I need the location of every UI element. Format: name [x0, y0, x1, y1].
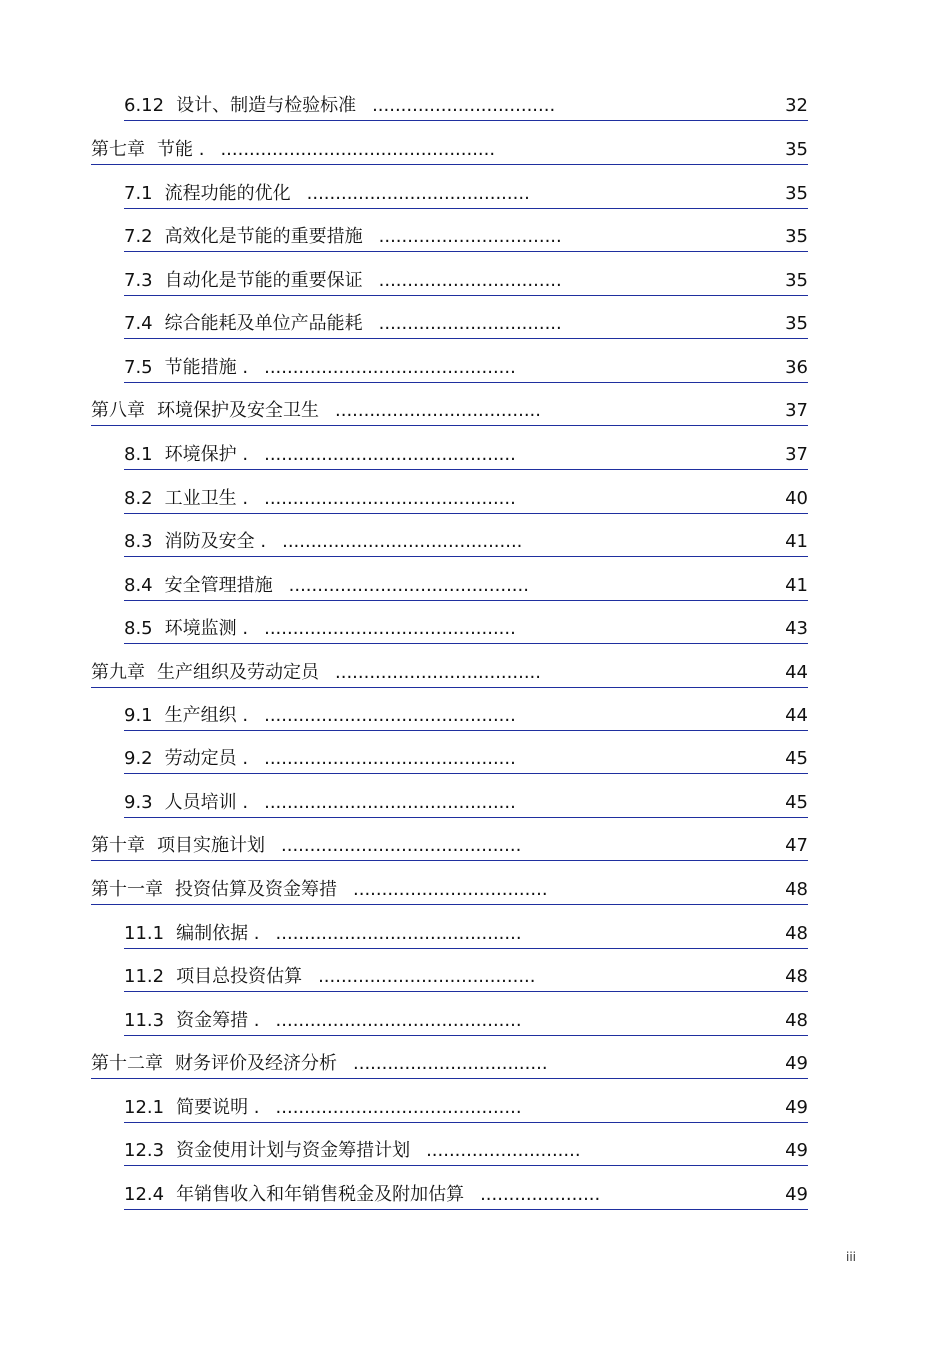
page-number: 37	[785, 444, 808, 465]
chapter-title: 财务评价及经济分析	[175, 1053, 337, 1074]
page-number: 45	[785, 792, 808, 813]
section-number: 6.12	[124, 95, 165, 116]
leader-dots: ................................	[372, 95, 556, 116]
section-title: 工业卫生 .	[164, 488, 249, 509]
toc-entry[interactable]	[124, 223, 808, 252]
section-number: 7.1	[124, 183, 153, 204]
toc-entry[interactable]	[91, 397, 808, 426]
section-number: 11.1	[124, 923, 165, 944]
section-number: 7.2	[124, 226, 153, 247]
section-number: 8.5	[124, 618, 153, 639]
section-title: 设计、制造与检验标准	[176, 95, 357, 116]
chapter-number: 第十二章	[91, 1053, 163, 1074]
leader-dots: ................................	[378, 226, 562, 247]
toc-entry[interactable]	[124, 354, 808, 383]
page-number: 48	[785, 966, 808, 987]
toc-entry[interactable]	[124, 572, 808, 601]
toc-entry[interactable]	[91, 1050, 808, 1079]
section-title: 资金使用计划与资金筹措计划	[176, 1140, 411, 1161]
leader-dots: ............................................	[264, 488, 516, 509]
page-number: 36	[785, 357, 808, 378]
page-number: 35	[785, 270, 808, 291]
toc-entry[interactable]	[124, 963, 808, 992]
page-number: 48	[785, 1010, 808, 1031]
toc-entry[interactable]	[124, 615, 808, 644]
section-title: 资金筹措 .	[176, 1010, 260, 1031]
section-number: 7.3	[124, 270, 153, 291]
toc-entry[interactable]	[91, 876, 808, 905]
page-number: 49	[785, 1097, 808, 1118]
toc-entry[interactable]	[124, 485, 808, 514]
leader-dots: ................................................	[220, 139, 496, 160]
page-number: 35	[785, 183, 808, 204]
toc-entry[interactable]	[124, 92, 808, 121]
leader-dots: ..................................	[353, 879, 548, 900]
leader-dots: ..........................................	[281, 835, 522, 856]
section-number: 11.3	[124, 1010, 165, 1031]
page-number: 41	[785, 531, 808, 552]
chapter-number: 第九章	[91, 662, 145, 683]
section-number: 8.1	[124, 444, 153, 465]
page-number: 45	[785, 748, 808, 769]
toc-entry[interactable]	[124, 745, 808, 774]
page-number: 49	[785, 1184, 808, 1205]
section-title: 编制依据 .	[176, 923, 260, 944]
section-title: 环境保护 .	[164, 444, 249, 465]
toc-entry[interactable]	[124, 920, 808, 949]
page-number: 44	[785, 705, 808, 726]
leader-dots: .......................................	[306, 183, 530, 204]
toc-entry[interactable]	[91, 832, 808, 861]
section-title: 生产组织 .	[164, 705, 249, 726]
chapter-number: 第十一章	[91, 879, 163, 900]
leader-dots: ................................	[378, 270, 562, 291]
toc-entry[interactable]	[91, 136, 808, 165]
leader-dots: ............................................	[264, 792, 516, 813]
section-number: 12.4	[124, 1184, 165, 1205]
section-title: 劳动定员 .	[164, 748, 249, 769]
section-title: 简要说明 .	[176, 1097, 260, 1118]
toc-entry[interactable]	[124, 267, 808, 296]
page-number: 40	[785, 488, 808, 509]
section-number: 11.2	[124, 966, 165, 987]
chapter-number: 第七章	[91, 139, 145, 160]
leader-dots: ................................	[378, 313, 562, 334]
chapter-title: 节能 .	[157, 139, 205, 160]
leader-dots: ...........................................	[275, 923, 522, 944]
section-number: 8.2	[124, 488, 153, 509]
leader-dots: ...........................................	[275, 1010, 522, 1031]
section-title: 高效化是节能的重要措施	[164, 226, 363, 247]
leader-dots: ..........................................	[288, 575, 529, 596]
page-number: 35	[785, 313, 808, 334]
page-number: 43	[785, 618, 808, 639]
toc-entry[interactable]	[124, 528, 808, 557]
page-number: 44	[785, 662, 808, 683]
leader-dots: ...........................	[426, 1140, 581, 1161]
section-number: 12.1	[124, 1097, 165, 1118]
toc-entry[interactable]	[124, 1007, 808, 1036]
toc-entry[interactable]	[124, 310, 808, 339]
section-number: 9.2	[124, 748, 153, 769]
section-number: 7.4	[124, 313, 153, 334]
section-number: 9.1	[124, 705, 153, 726]
page-number: 49	[785, 1053, 808, 1074]
chapter-title: 生产组织及劳动定员	[157, 662, 319, 683]
page-number: 47	[785, 835, 808, 856]
section-number: 8.3	[124, 531, 153, 552]
leader-dots: ..................................	[353, 1053, 548, 1074]
toc-entry[interactable]	[124, 180, 808, 209]
chapter-title: 投资估算及资金筹措	[175, 879, 337, 900]
page-number: 37	[785, 400, 808, 421]
section-title: 安全管理措施	[164, 575, 273, 596]
toc-entry[interactable]	[124, 1137, 808, 1166]
section-number: 8.4	[124, 575, 153, 596]
section-title: 自动化是节能的重要保证	[164, 270, 363, 291]
page-number: 48	[785, 879, 808, 900]
page-number: 41	[785, 575, 808, 596]
section-number: 12.3	[124, 1140, 165, 1161]
leader-dots: ....................................	[335, 662, 541, 683]
toc-entry[interactable]	[124, 702, 808, 731]
leader-dots: ............................................	[264, 705, 516, 726]
section-title: 环境监测 .	[164, 618, 249, 639]
section-title: 项目总投资估算	[176, 966, 303, 987]
chapter-number: 第十章	[91, 835, 145, 856]
leader-dots: ......................................	[318, 966, 536, 987]
toc-entry[interactable]	[91, 659, 808, 688]
section-number: 9.3	[124, 792, 153, 813]
chapter-title: 项目实施计划	[157, 835, 265, 856]
leader-dots: ..........................................	[282, 531, 523, 552]
leader-dots: ...........................................	[275, 1097, 522, 1118]
toc-entry[interactable]	[124, 1181, 808, 1210]
leader-dots: ............................................	[264, 748, 516, 769]
page-number: 35	[785, 226, 808, 247]
page-number: 32	[785, 95, 808, 116]
chapter-title: 环境保护及安全卫生	[157, 400, 319, 421]
leader-dots: ....................................	[335, 400, 541, 421]
section-title: 节能措施 .	[164, 357, 249, 378]
toc-entry[interactable]	[124, 789, 808, 818]
section-number: 7.5	[124, 357, 153, 378]
leader-dots: ............................................	[264, 618, 516, 639]
section-title: 年销售收入和年销售税金及附加估算	[176, 1184, 465, 1205]
toc-entry[interactable]	[124, 441, 808, 470]
section-title: 综合能耗及单位产品能耗	[164, 313, 363, 334]
section-title: 人员培训 .	[164, 792, 249, 813]
leader-dots: ............................................	[264, 357, 516, 378]
leader-dots: ............................................	[264, 444, 516, 465]
section-title: 消防及安全 .	[164, 531, 267, 552]
section-title: 流程功能的优化	[164, 183, 291, 204]
page-number: 35	[785, 139, 808, 160]
page-number: 49	[785, 1140, 808, 1161]
leader-dots: .....................	[480, 1184, 601, 1205]
page-number: 48	[785, 923, 808, 944]
chapter-number: 第八章	[91, 400, 145, 421]
page-folio: iii	[846, 1250, 857, 1264]
toc-entry[interactable]	[124, 1094, 808, 1123]
